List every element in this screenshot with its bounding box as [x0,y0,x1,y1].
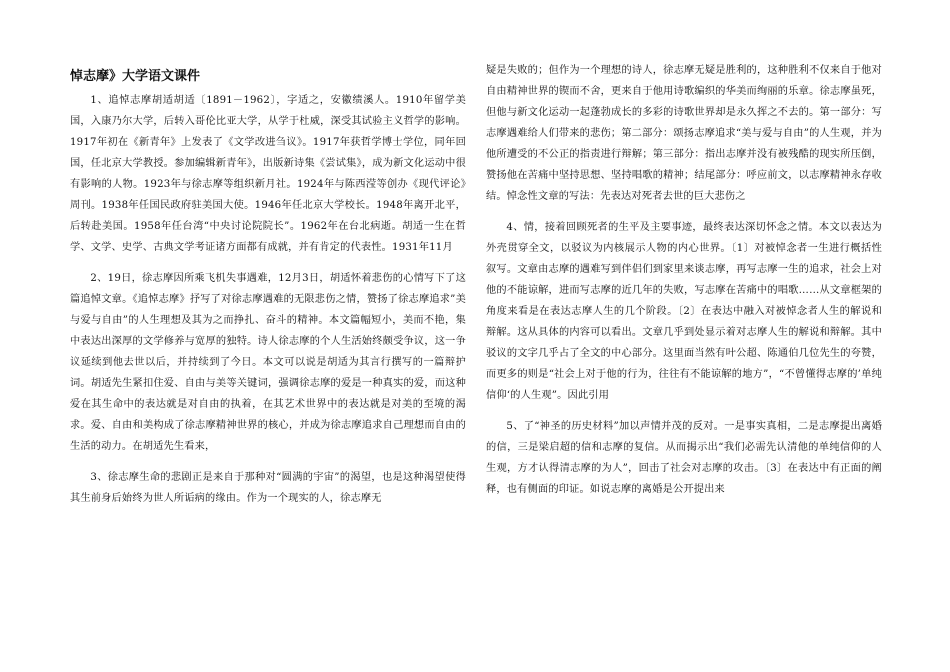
paragraph-2: 2、19日，徐志摩因所乘飞机失事遇难，12月3日，胡适怀着悲伤的心情写下了这篇追悼文章。《追悼志摩》抒写了对徐志摩遇难的无限悲伤之情，赞扬了徐志摩追求”美与爱与自由”的人生理想及其为之而挣扎、奋斗的精神。本文篇幅短小，美而不艳，集中表达出深厚的文学修养与宽厚的独特。诗人徐志摩的个人生活始终颇受争议，这一争议延续到他去世以后，并持续到了今日。本文可以说是胡适为其言行撰写的一篇辩护词。胡适先生紧扣住爱、自由与美等关键词，强调徐志摩的爱是一种真实的爱，而这种爱在其生命中的表达就是对自由的执着，在其艺术世界中的表达就是对美的至境的渴求。爱、自由和美构成了徐志摩精神世界的核心，并成为徐志摩追求自己理想而自由的生活的动力。在胡适先生看来， [70,273,466,452]
paragraph-3: 3、徐志摩生命的悲剧正是来自于那种对“圆满的宇宙”的渴望，也是这种渴望使得其生前身后始终为世人所诟病的缘由。作为一个现实的人，徐志摩无 [70,472,466,504]
paragraph-1: 1、追悼志摩胡适胡适〔1891－1962〕，字适之，安徽绩溪人。1910年留学美国，入康乃尔大学，后转入哥伦比亚大学，从学于杜威，深受其试验主义哲学的影响。1917年初在《新青年》上发表了《文学改进刍议》。1917年获哲学博士学位，同年回国，任北京大学教授。参加编辑新青年》，出版新诗集《尝试集》，成为新文化运动中很有影响的人物。1923年与徐志摩等组织新月社。1924年与陈西滢等创办《现代评论》周刊。1938年任国民政府驻美国大使。1946年任北京大学校长。1948年离开北平，后转赴美国。1958年任台湾“中央讨论院院长”。1962年在台北病逝。胡适一生在哲学、文学、史学、古典文学考证诸方面都有成就，并有肯定的代表性。1931年11月 [70,95,466,253]
paragraph-4: 4、情，接着回顾死者的生平及主要事迹，最终表达深切怀念之情。本文以表达为外壳贯穿全文，以驳议为内核展示人物的内心世界。〔1〕对被悼念者一生进行概括性叙写。文章由志摩的遇难写到伴侣们到家里来谈志摩，再写志摩一生的追求，社会上对他的不能谅解，进而写志摩的近几年的失败，写志摩在苦痛中的唱歌……从文章框架的角度来看是在表达志摩人生的几个阶段。〔2〕在表达中融入对被悼念者人生的解说和辩解。这从具体的内容可以看出。文章几乎到处显示着对志摩人生的解说和辩解。其中驳议的文字几乎占了全文的中心部分。这里面当然有叶公超、陈通伯几位先生的夸赞，而更多的则是“社会上对于他的行为，往往有不能谅解的地方”，“不曾懂得志摩的’单纯信仰‘的人生观”。因此引用 [486,222,882,401]
paragraph-5: 5、了“神圣的历史材料”加以声情并茂的反对。一是事实真相，二是志摩提出离婚的信，三是梁启超的信和志摩的复信。从而揭示出“我们必需先认清他的单纯信仰的人生观，方才认得清志摩的为人”，回击了社会对志摩的攻击。〔3〕在表达中有正面的阐释，也有侧面的印证。如说志摩的离婚是公开提出来 [486,421,882,495]
left-column [70,60,466,519]
document-title: 悼志摩》大学语文课件 [70,69,201,84]
paragraph-3-continued: 疑是失败的；但作为一个理想的诗人，徐志摩无疑是胜利的，这种胜利不仅来自于他对自由精神世界的锲而不舍，更来自于他用诗歌编织的华美而绚丽的乐章。徐志摩虽死，但他与新文化运动一起蓬勃成长的多彩的诗歌世界却是永久挥之不去的。第一部分：写志摩遇难给人们带来的悲伤；第二部分：颂扬志摩追求“美与爱与自由”的人生观，并为他所遭受的不公正的指责进行辩解；第三部分：指出志摩并没有被残酷的现实所压倒，赞扬他在苦痛中坚持思想、坚持唱歌的精神；结尾部分：呼应前文，以志摩精神永存收结。悼念性文章的写法：先表达对死者去世的巨大悲伤之 [486,65,882,202]
right-column [486,60,882,510]
